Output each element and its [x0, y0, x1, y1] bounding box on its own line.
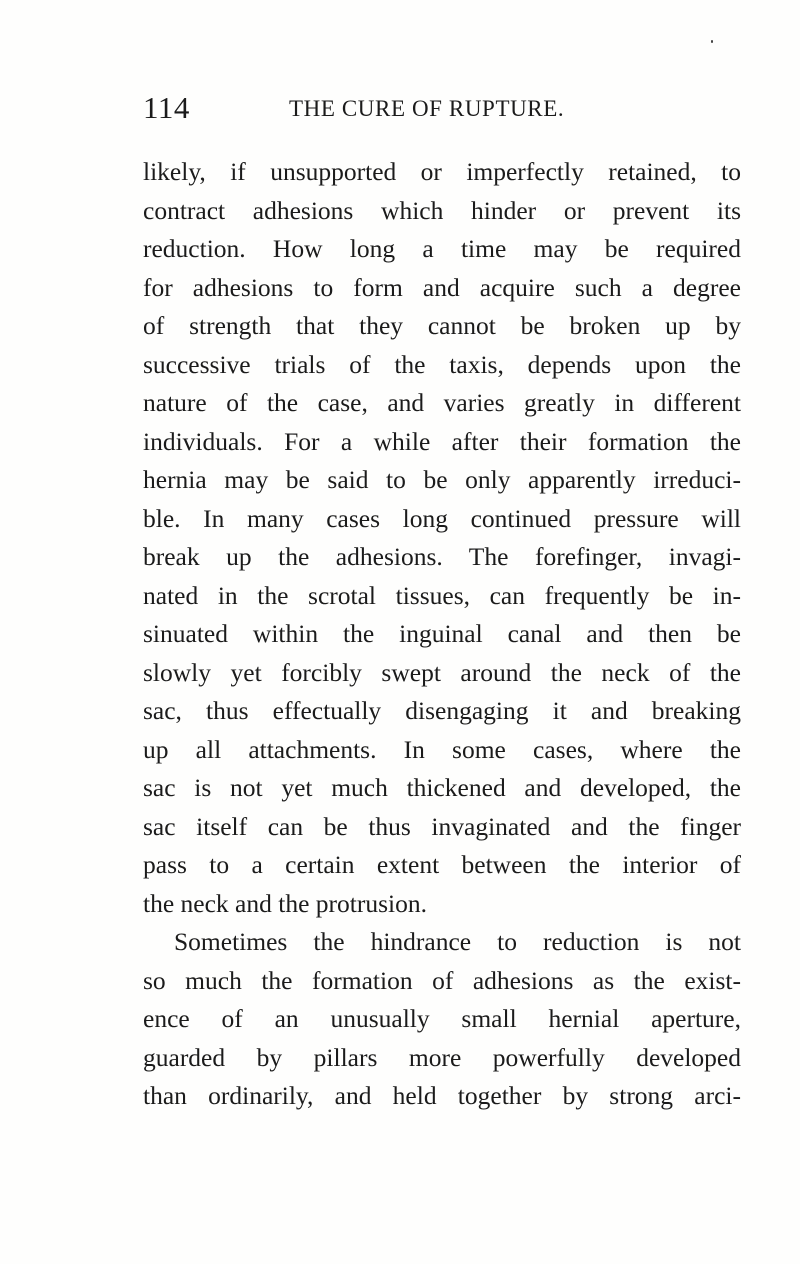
- text-line: ence of an unusually small hernial aperture,: [143, 1004, 741, 1033]
- text-line: sac itself can be thus invaginated and the finger: [143, 811, 741, 841]
- text-line: contract adhesions which hinder or prevent its: [143, 195, 741, 225]
- text-line: of strength that they cannot be broken up by: [143, 311, 741, 340]
- running-head: [143, 88, 737, 128]
- text-line: slowly yet forcibly swept around the neck of the: [143, 657, 741, 687]
- text-line: nated in the scrotal tissues, can frequently be in-: [143, 580, 741, 610]
- text-line: likely, if unsupported or imperfectly retained, to: [143, 157, 741, 186]
- text-line: so much the formation of adhesions as the exist-: [143, 965, 741, 995]
- text-line: sac, thus effectually disengaging it and breaking: [143, 696, 741, 725]
- page-number: 114: [143, 90, 190, 125]
- text-line: for adhesions to form and acquire such a degree: [143, 272, 741, 302]
- text-line: hernia may be said to be only apparently irreduci-: [143, 465, 741, 494]
- print-speck: [711, 40, 713, 43]
- text-line: pass to a certain extent between the interior of: [143, 850, 741, 879]
- text-line: successive trials of the taxis, depends upon the: [143, 349, 741, 379]
- paragraph-first-line: Sometimes the hindrance to reduction is not: [174, 927, 741, 956]
- text-line: individuals. For a while after their formation the: [143, 426, 741, 456]
- text-line: reduction. How long a time may be required: [143, 234, 741, 263]
- text-line: sinuated within the inguinal canal and then be: [143, 619, 741, 648]
- text-line: break up the adhesions. The forefinger, invagi-: [143, 542, 741, 571]
- body-text: [143, 153, 741, 1116]
- text-line: sac is not yet much thickened and developed, the: [143, 773, 741, 802]
- text-line: nature of the case, and varies greatly in different: [143, 388, 741, 417]
- text-line: ble. In many cases long continued pressure will: [143, 503, 741, 533]
- text-line: than ordinarily, and held together by strong arci-: [143, 1081, 741, 1110]
- paragraph-last-line: the neck and the protrusion.: [143, 888, 427, 918]
- running-title: THE CURE OF RUPTURE.: [289, 96, 565, 121]
- text-line: guarded by pillars more powerfully developed: [143, 1042, 741, 1072]
- text-line: up all attachments. In some cases, where the: [143, 734, 741, 764]
